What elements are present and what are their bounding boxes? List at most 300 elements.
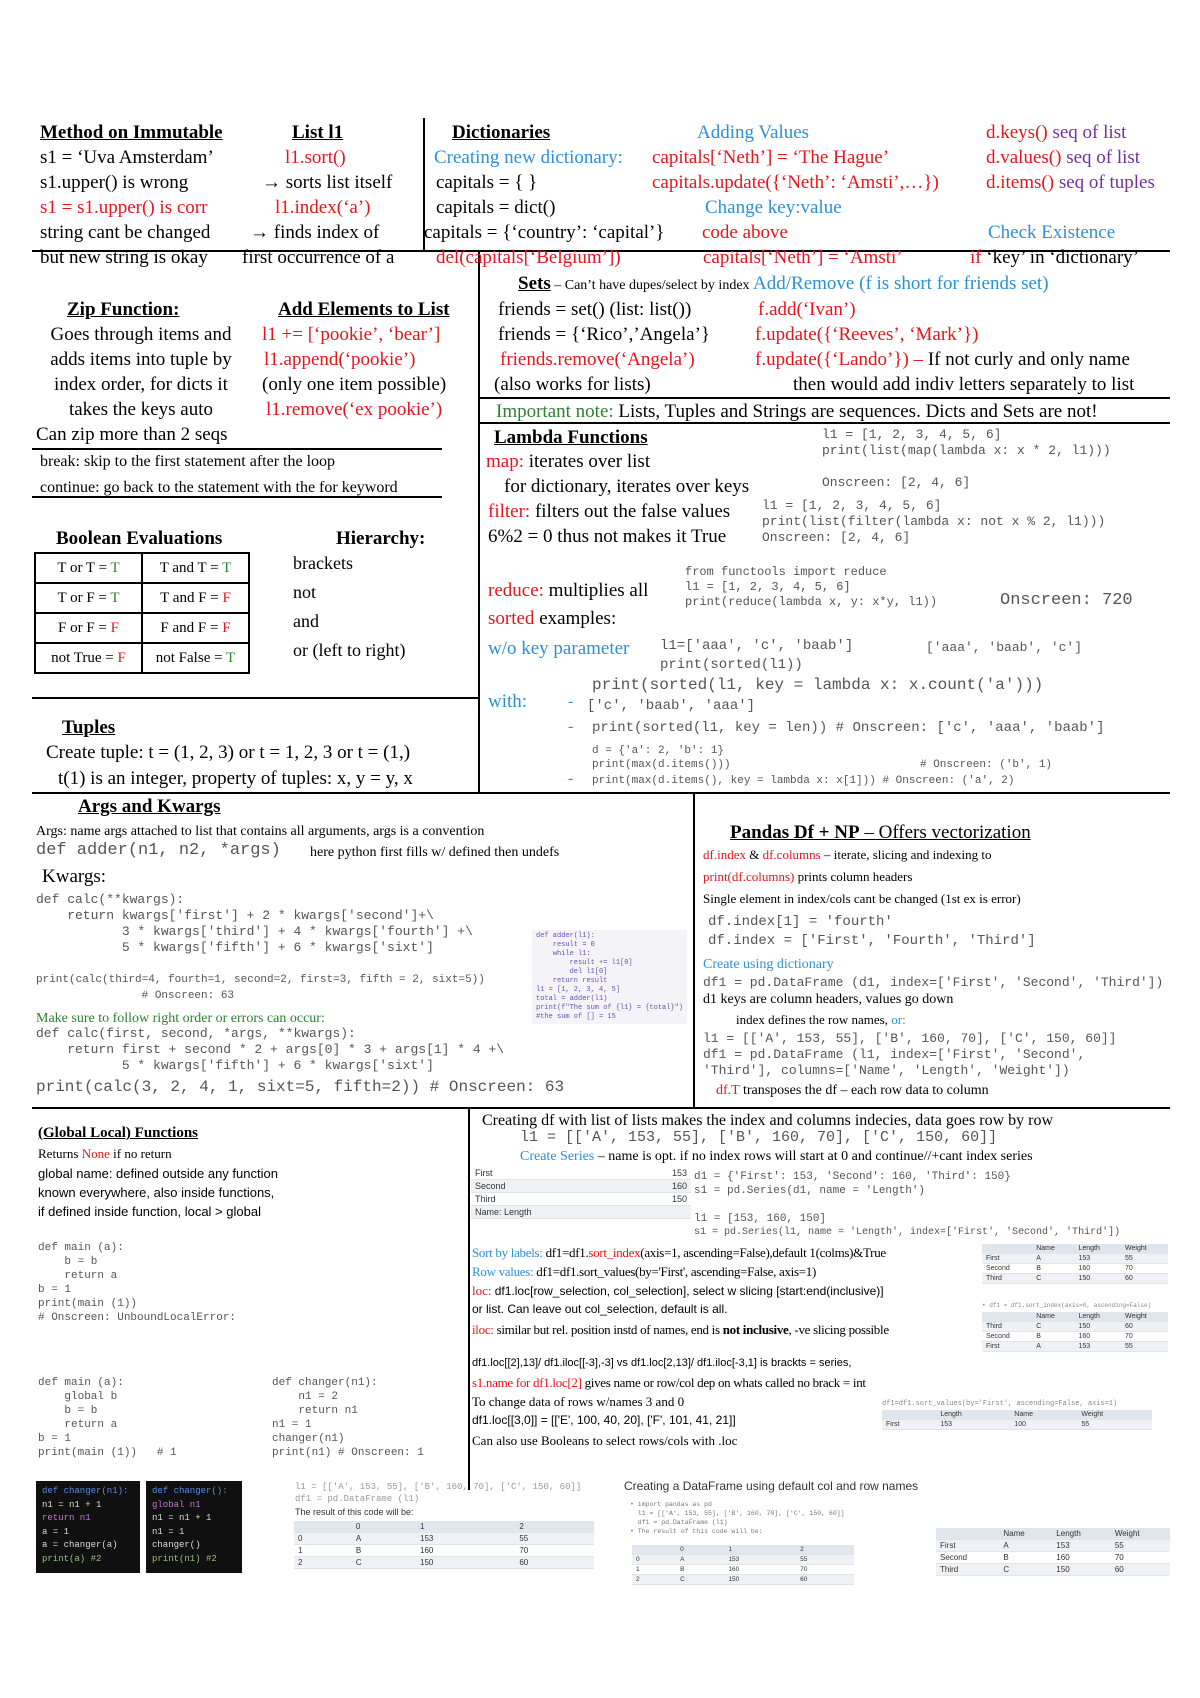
divider	[32, 697, 478, 699]
text: Length	[1074, 1244, 1121, 1254]
sets-addrem: Add/Remove (f is short for friends set)	[753, 273, 1049, 294]
text: C	[1032, 1322, 1074, 1332]
sets-line: then would add indiv letters separately to list	[793, 374, 1135, 395]
pandas-text: df.index	[703, 847, 746, 862]
immutable-line: s1 = s1.upper() is corr	[40, 197, 208, 218]
sets-line: f.update({‘Reeves’, ‘Mark’})	[755, 324, 979, 345]
dict-line: del(capitals[‘Belgium’])	[436, 247, 621, 268]
text: B	[352, 1545, 416, 1557]
dash: -	[568, 693, 574, 710]
text: 70	[1111, 1552, 1170, 1564]
text: def changer(n1):	[272, 1377, 378, 1389]
pandas-text: not inclusive	[722, 1322, 789, 1337]
text: T	[222, 559, 232, 576]
text: • import pandas as pd	[630, 1501, 712, 1508]
hier-item: and	[293, 611, 319, 631]
dict-values: d.values()	[986, 147, 1062, 168]
pandas-code: l1 = [['A', 153, 55], ['B', 160, 70], ['C', 150, 60]]	[520, 1129, 998, 1146]
text: A	[1032, 1342, 1074, 1352]
text	[982, 1312, 1032, 1322]
divider	[478, 252, 480, 792]
text: Onscreen: [2, 4, 6]	[762, 530, 911, 545]
text: def changer():	[152, 1486, 228, 1496]
text: l1 = [153, 160, 150]	[694, 1213, 827, 1225]
text: total = adder(l1)	[536, 995, 608, 1003]
text: F	[110, 619, 119, 636]
text: 150	[633, 1193, 691, 1206]
text: # Onscreen: 63	[36, 990, 235, 1002]
hier-item: not	[293, 582, 317, 602]
text: a = 1	[42, 1526, 70, 1537]
args-order: Make sure to follow right order or errors can occur:	[36, 1011, 325, 1026]
text	[632, 1545, 676, 1555]
dash: -	[568, 770, 574, 787]
text: A	[999, 1540, 1052, 1552]
text: not True =	[51, 649, 118, 666]
text: n1 = n1 + 1	[42, 1499, 102, 1510]
text: n1 = 1	[272, 1419, 312, 1431]
text: 153	[724, 1555, 796, 1565]
text: d1 = {'First': 153, 'Second': 160, 'Third': 150}	[694, 1171, 1011, 1183]
dash: -	[568, 718, 574, 735]
pandas-text: iloc:	[472, 1322, 497, 1337]
text: 153	[1074, 1254, 1121, 1264]
text: 153	[416, 1533, 515, 1545]
bottom-table	[936, 1528, 1170, 1576]
text: del l1[0]	[536, 968, 608, 976]
text: 160	[1074, 1332, 1121, 1342]
text: l1 = [['A', 153, 55], ['B', 160, 70], ['C', 150, 60]]	[630, 1510, 845, 1517]
text	[882, 1410, 936, 1420]
text: def changer(n1):	[42, 1486, 129, 1496]
text: Weight	[1077, 1410, 1152, 1420]
text: 0	[352, 1521, 416, 1533]
adder-snippet	[532, 930, 687, 1024]
dict-title: Dictionaries	[452, 122, 551, 143]
filter-text: filters out the false values	[530, 501, 731, 522]
sets-line: (also works for lists)	[494, 374, 651, 395]
text: A	[676, 1555, 724, 1565]
text: F	[117, 649, 126, 666]
bottom-table	[632, 1545, 854, 1585]
text: 160	[633, 1180, 691, 1193]
text: df1 = pd.DataFrame (l1)	[630, 1519, 728, 1526]
list-line: l1.sort()	[285, 147, 346, 168]
text: 60	[515, 1557, 594, 1569]
pandas-text: d1 keys are column headers, values go down	[703, 992, 954, 1007]
text: print(calc(third=4, fourth=1, second=2, first=3, fifth = 2, sixt=5))	[36, 974, 485, 986]
zip-line: index order, for dicts it	[54, 374, 228, 395]
text: B	[999, 1552, 1052, 1564]
text: Onscreen: [2, 4, 6]	[822, 475, 971, 490]
text: 2	[796, 1545, 854, 1555]
text: l1 = [1, 2, 3, 4, 5, 6]	[762, 498, 942, 513]
pandas-text: sort_index	[588, 1245, 641, 1260]
text: Weight	[1121, 1244, 1168, 1254]
text: 160	[1052, 1552, 1111, 1564]
text: return kwargs['first'] + 2 * kwargs['second']+\	[36, 908, 434, 923]
text: a = changer(a)	[42, 1540, 118, 1550]
pandas-text: or list. Can leave out col_selection, default is all.	[472, 1302, 728, 1316]
text: Length	[1052, 1528, 1111, 1540]
text: Third	[471, 1193, 633, 1206]
text: First	[882, 1420, 936, 1430]
sort-table-b	[982, 1312, 1168, 1352]
hierarchy-title: Hierarchy:	[336, 528, 426, 549]
text: def calc(first, second, *args, **kwargs):	[36, 1026, 356, 1041]
dict-line: capitals = {‘country’: ‘capital’}	[424, 222, 665, 243]
text	[936, 1528, 999, 1540]
pandas-text: df1.loc[[2],13]/ df1.iloc[[-3],-3] vs df1.loc[2,13]/ df1.iloc[-3,1] is brackts = series,	[472, 1357, 852, 1369]
add-line: l1.append(‘pookie’)	[264, 349, 416, 370]
bottom-code	[630, 1500, 845, 1536]
zip-line: takes the keys auto	[68, 399, 214, 420]
text: df1 = pd.DataFrame (l1)	[295, 1494, 420, 1504]
text: b = 1	[38, 1284, 72, 1296]
text: return first + second * 2 + args[0] * 3 + args[1] * 4 +\	[36, 1042, 505, 1057]
funcs-text: Returns	[38, 1146, 82, 1161]
text: C	[676, 1575, 724, 1585]
add-line: l1.remove(‘ex pookie’)	[266, 399, 443, 420]
text: Name	[1032, 1312, 1074, 1322]
text: Name	[999, 1528, 1052, 1540]
text: 153	[633, 1167, 691, 1180]
sets-title: Sets	[518, 273, 551, 294]
funcs-text: if defined inside function, local > global	[38, 1204, 261, 1219]
text: l1 = [['A', 153, 55], ['B', 160, 70], ['C', 150, 60]]	[295, 1482, 582, 1492]
text: global n1	[152, 1499, 201, 1510]
text	[633, 1206, 691, 1219]
text: 3 * kwargs['third'] + 4 * kwargs['fourth'] +\	[36, 924, 473, 939]
text: df.index = ['First', 'Fourth', 'Third']	[708, 933, 1036, 949]
pandas-title: Pandas Df + NP	[730, 822, 860, 843]
funcs-title: (Global Local) Functions	[38, 1125, 199, 1141]
funcs-code	[272, 1376, 424, 1460]
code-screenshot	[36, 1481, 140, 1573]
with-code: print(max(d.items()))	[592, 759, 731, 771]
pandas-text: &	[745, 847, 763, 862]
pandas-text: – name is opt. if no index rows will start at 0 and continue//+cant index series	[594, 1149, 1033, 1164]
text: Second	[982, 1264, 1032, 1274]
pandas-text: gives name or row/col dep on whats called no brack = int	[581, 1375, 866, 1390]
text: Length	[936, 1410, 1010, 1420]
text: print(reduce(lambda x, y: x*y, l1))	[685, 595, 938, 609]
text: b = b	[38, 1256, 98, 1268]
lambda-title: Lambda Functions	[494, 427, 648, 448]
text: Second	[471, 1180, 633, 1193]
code-screenshot	[146, 1481, 242, 1573]
pandas-text: df.T	[716, 1083, 740, 1098]
bool-table	[34, 552, 250, 674]
text: T	[226, 649, 236, 666]
text: First	[982, 1254, 1032, 1264]
text: • The result of this code will be:	[630, 1528, 763, 1535]
pandas-text: df1.loc[[3,0]] = [['E', 100, 40, 20], ['F', 101, 41, 21]]	[472, 1413, 736, 1427]
text: n1 = 2	[272, 1391, 339, 1403]
text: print(main (1)) # 1	[38, 1447, 177, 1459]
bottom-title: Creating a DataFrame using default col and row names	[624, 1479, 919, 1493]
text: df.index[1] = 'fourth'	[708, 914, 893, 930]
text: df1 = pd.DataFrame (l1, index=['First', 'Second',	[703, 1047, 1086, 1062]
pandas-text: loc:	[472, 1283, 495, 1298]
sets-line: friends = {‘Rico’,’Angela’}	[498, 324, 711, 345]
sort-caption: df1=df1.sort_values(by='First', ascending=False, axis=1)	[882, 1400, 1118, 1408]
pandas-create: Create using dictionary	[703, 957, 834, 972]
text: l1 = [1, 2, 3, 4, 5, 6]	[822, 427, 1002, 442]
pandas-code	[708, 913, 1036, 951]
dict-adding: Adding Values	[697, 122, 810, 143]
text: global b	[38, 1391, 118, 1403]
text: 55	[796, 1555, 854, 1565]
dict-keys: d.keys()	[986, 122, 1048, 143]
zip-line: adds items into tuple by	[50, 349, 232, 370]
pandas-text: print(df.columns)	[703, 869, 795, 884]
text: def main (a):	[38, 1242, 124, 1254]
kwargs-code	[36, 892, 485, 1004]
lambda-code	[762, 498, 1105, 546]
immutable-title: Method on Immutable	[40, 122, 223, 143]
dict-line: capitals = { }	[436, 172, 538, 193]
text: T and F =	[160, 589, 223, 606]
text: def adder(l1):	[536, 932, 595, 940]
args-def: def adder(n1, n2, *args)	[36, 841, 281, 860]
with-code: # Onscreen: ('b', 1)	[920, 759, 1053, 771]
args-title: Args and Kwargs	[78, 796, 221, 817]
list-line: → sorts list itself	[262, 172, 393, 193]
text: F	[222, 619, 231, 636]
add-line: (only one item possible)	[262, 374, 447, 395]
dict-line: capitals.update({‘Neth’: ‘Amsti’,…})	[652, 172, 939, 193]
text: Third	[982, 1322, 1032, 1332]
break-text: break: skip to the first statement after the loop	[40, 453, 336, 470]
sorted-text: examples:	[534, 608, 617, 629]
text: Name: Length	[471, 1206, 633, 1219]
immutable-line: s1 = ‘Uva Amsterdam’	[40, 147, 214, 168]
dict-line: capitals = dict()	[436, 197, 556, 218]
text: F and F =	[160, 619, 223, 636]
text: b = 1	[38, 1433, 72, 1445]
add-title: Add Elements to List	[278, 299, 450, 320]
text: T	[110, 559, 120, 576]
pandas-text: Row values:	[472, 1264, 537, 1279]
map-text: iterates over list	[524, 451, 651, 472]
divider	[693, 792, 695, 1107]
text: 5 * kwargs['fifth'] + 6 * kwargs['sixt']	[36, 1058, 434, 1073]
text: s1 = pd.Series(l1, name = 'Length', index=['First', 'Second', 'Third'])	[694, 1227, 1121, 1238]
text: l1 = [['A', 153, 55], ['B', 160, 70], ['C', 150, 60]]	[703, 1031, 1117, 1046]
immutable-line: string cant be changed	[40, 222, 211, 243]
text: 153	[1074, 1342, 1121, 1352]
text: def main (a):	[38, 1377, 124, 1389]
text: 160	[1074, 1264, 1121, 1274]
dict-creating: Creating new dictionary:	[434, 147, 623, 168]
text: 153	[936, 1420, 1010, 1430]
funcs-text: None	[81, 1146, 110, 1161]
dict-line: capitals[‘Neth’] = ‘The Hague’	[652, 147, 890, 168]
text: from functools import reduce	[685, 565, 887, 579]
text: B	[676, 1565, 724, 1575]
with-code: ['c', 'baab', 'aaa']	[587, 698, 756, 714]
text: 55	[1111, 1540, 1170, 1552]
tuples-line: Create tuple: t = (1, 2, 3) or t = 1, 2, 3 or t = (1,)	[46, 742, 411, 763]
sort-table-a	[982, 1244, 1168, 1284]
text: 1	[724, 1545, 796, 1555]
with-code: print(sorted(l1, key = len)) # Onscreen: ['c', 'aaa', 'baab']	[592, 720, 1105, 736]
funcs-text: if no return	[109, 1146, 172, 1161]
text: 1	[416, 1521, 515, 1533]
funcs-code	[38, 1241, 236, 1325]
with-code: print(sorted(l1, key = lambda x: x.count('a')))	[592, 676, 1044, 694]
wo-label: w/o key parameter	[488, 638, 630, 659]
text: 150	[1074, 1274, 1121, 1284]
text: F or F =	[58, 619, 111, 636]
text: A	[352, 1533, 416, 1545]
map-text2: for dictionary, iterates over keys	[504, 476, 750, 497]
pandas-text: s1.name for df1.loc[2]	[472, 1375, 582, 1390]
text: 1	[632, 1565, 676, 1575]
text: def calc(**kwargs):	[36, 892, 185, 907]
text: 5 * kwargs['fifth'] + 6 * kwargs['sixt']	[36, 940, 434, 955]
text: print(list(filter(lambda x: not x % 2, l1)))	[762, 514, 1106, 529]
pandas-code: df1 = pd.DataFrame (d1, index=['First', 'Second', 'Third'])	[703, 975, 1164, 990]
text: l1 = [1, 2, 3, 4, 5]	[536, 986, 621, 994]
tuples-title: Tuples	[62, 717, 116, 738]
text: 0	[676, 1545, 724, 1555]
text: 160	[724, 1565, 796, 1575]
text: Third	[936, 1564, 999, 1576]
text: 60	[1121, 1322, 1168, 1332]
text: print(f"The sum of {l1} = {total}")	[536, 1004, 684, 1012]
text: Second	[936, 1552, 999, 1564]
reduce-text: multiplies all	[543, 580, 649, 601]
text: T or F =	[57, 589, 111, 606]
sets-note-label: Important note:	[496, 401, 619, 422]
pandas-text: , -ve slicing possible	[788, 1322, 889, 1337]
reduce-onscreen: Onscreen: 720	[1000, 591, 1133, 610]
text: 160	[416, 1545, 515, 1557]
dict-check: Check Existence	[988, 222, 1116, 243]
args-line: Args: name args attached to list that contains all arguments, args is a convention	[36, 824, 485, 839]
sets-line: friends.remove(‘Angela’)	[500, 349, 695, 370]
text: l1 = [1, 2, 3, 4, 5, 6]	[685, 580, 851, 594]
dict-items: d.items()	[986, 172, 1055, 193]
text: C	[999, 1564, 1052, 1576]
pandas-text: Sort by labels:	[472, 1245, 546, 1260]
text: 60	[796, 1575, 854, 1585]
text: A	[1032, 1254, 1074, 1264]
bottom-code	[295, 1481, 581, 1505]
sets-line: f.update({‘Lando’}) –	[755, 349, 928, 370]
pandas-code	[703, 1031, 1116, 1079]
sets-line: f.add(‘Ivan’)	[758, 299, 856, 320]
text: 55	[1121, 1254, 1168, 1264]
text: Name	[1032, 1244, 1074, 1254]
tuples-line: t(1) is an integer, property of tuples: x, y = y, x	[58, 768, 413, 789]
text: 2	[294, 1557, 352, 1569]
text: 0	[294, 1533, 352, 1545]
dict-check-if: if	[970, 247, 982, 268]
zip-title: Zip Function:	[67, 299, 180, 320]
text: print(n1) # Onscreen: 1	[272, 1447, 424, 1459]
pandas-text: Creating df with list of lists makes the index and columns indecies, data goes row by row	[482, 1112, 1053, 1129]
dict-items-text: seq of tuples	[1054, 172, 1155, 193]
pandas-text: similar but rel. position instd of names, end is	[496, 1322, 723, 1337]
text: 70	[1121, 1332, 1168, 1342]
series-code	[694, 1170, 1120, 1240]
text: return a	[38, 1419, 118, 1431]
with-code: d = {'a': 2, 'b': 1}	[592, 745, 725, 757]
bool-title: Boolean Evaluations	[56, 528, 223, 549]
bottom-caption: The result of this code will be:	[295, 1507, 414, 1517]
text: First	[982, 1342, 1032, 1352]
text: First	[471, 1167, 633, 1180]
text: 0	[632, 1555, 676, 1565]
text: # Onscreen: UnboundLocalError:	[38, 1312, 237, 1324]
text: Second	[982, 1332, 1032, 1342]
text: T or T =	[57, 559, 111, 576]
list-line: l1.index(‘a’)	[275, 197, 371, 218]
kwargs-label: Kwargs:	[42, 866, 107, 887]
text: 70	[1121, 1264, 1168, 1274]
text: result = 0	[536, 941, 595, 949]
text: T	[110, 589, 120, 606]
list-line: first occurrence of a	[242, 247, 395, 268]
text: Weight	[1111, 1528, 1170, 1540]
text: 55	[1077, 1420, 1152, 1430]
divider	[32, 1107, 1170, 1109]
dict-keys-text: seq of list	[1047, 122, 1127, 143]
with-label: with:	[488, 691, 528, 712]
pandas-text: transposes the df – each row data to column	[739, 1083, 989, 1098]
text: not False =	[155, 649, 227, 666]
pandas-text: or:	[891, 1012, 906, 1027]
divider	[468, 1107, 470, 1490]
dict-values-text: seq of list	[1061, 147, 1141, 168]
pandas-text: index defines the row names,	[736, 1012, 892, 1027]
sets-subtitle: – Can’t have dupes/select by index	[550, 278, 754, 293]
pandas-text: prints column headers	[794, 869, 913, 884]
text: 60	[1111, 1564, 1170, 1576]
pandas-text: (axis=1, ascending=False),default 1(colms)&True	[640, 1245, 886, 1260]
pandas-create-series: Create Series	[520, 1149, 595, 1164]
dict-check-dict: ‘dictionary’	[1049, 247, 1140, 268]
map-label: map:	[486, 451, 524, 472]
text: T and T =	[159, 559, 223, 576]
bottom-table	[294, 1521, 594, 1569]
text: 150	[416, 1557, 515, 1569]
args-code	[36, 1026, 504, 1074]
pandas-text: df1=df1.	[545, 1245, 589, 1260]
text: l1=['aaa', 'c', 'baab']	[660, 638, 854, 654]
funcs-text: global name: defined outside any function	[38, 1166, 278, 1181]
zip-line: Goes through items and	[50, 324, 232, 345]
wo-code	[660, 637, 853, 675]
text: 150	[724, 1575, 796, 1585]
text: return n1	[42, 1513, 91, 1523]
hier-item: brackets	[293, 553, 353, 573]
text: 150	[1052, 1564, 1111, 1576]
text: return n1	[272, 1405, 358, 1417]
zip-line: Can zip more than 2 seqs	[36, 424, 228, 445]
text: 55	[515, 1533, 594, 1545]
text: #the sum of [] = 15	[536, 1013, 616, 1021]
series-table	[471, 1167, 691, 1219]
text: result += l1[0]	[536, 959, 633, 967]
text: 70	[796, 1565, 854, 1575]
text: 55	[1121, 1342, 1168, 1352]
with-code: print(max(d.items(), key = lambda x: x[1])) # Onscreen: ('a', 2)	[592, 775, 1015, 787]
dict-check-key: ‘key’ in	[981, 247, 1050, 268]
